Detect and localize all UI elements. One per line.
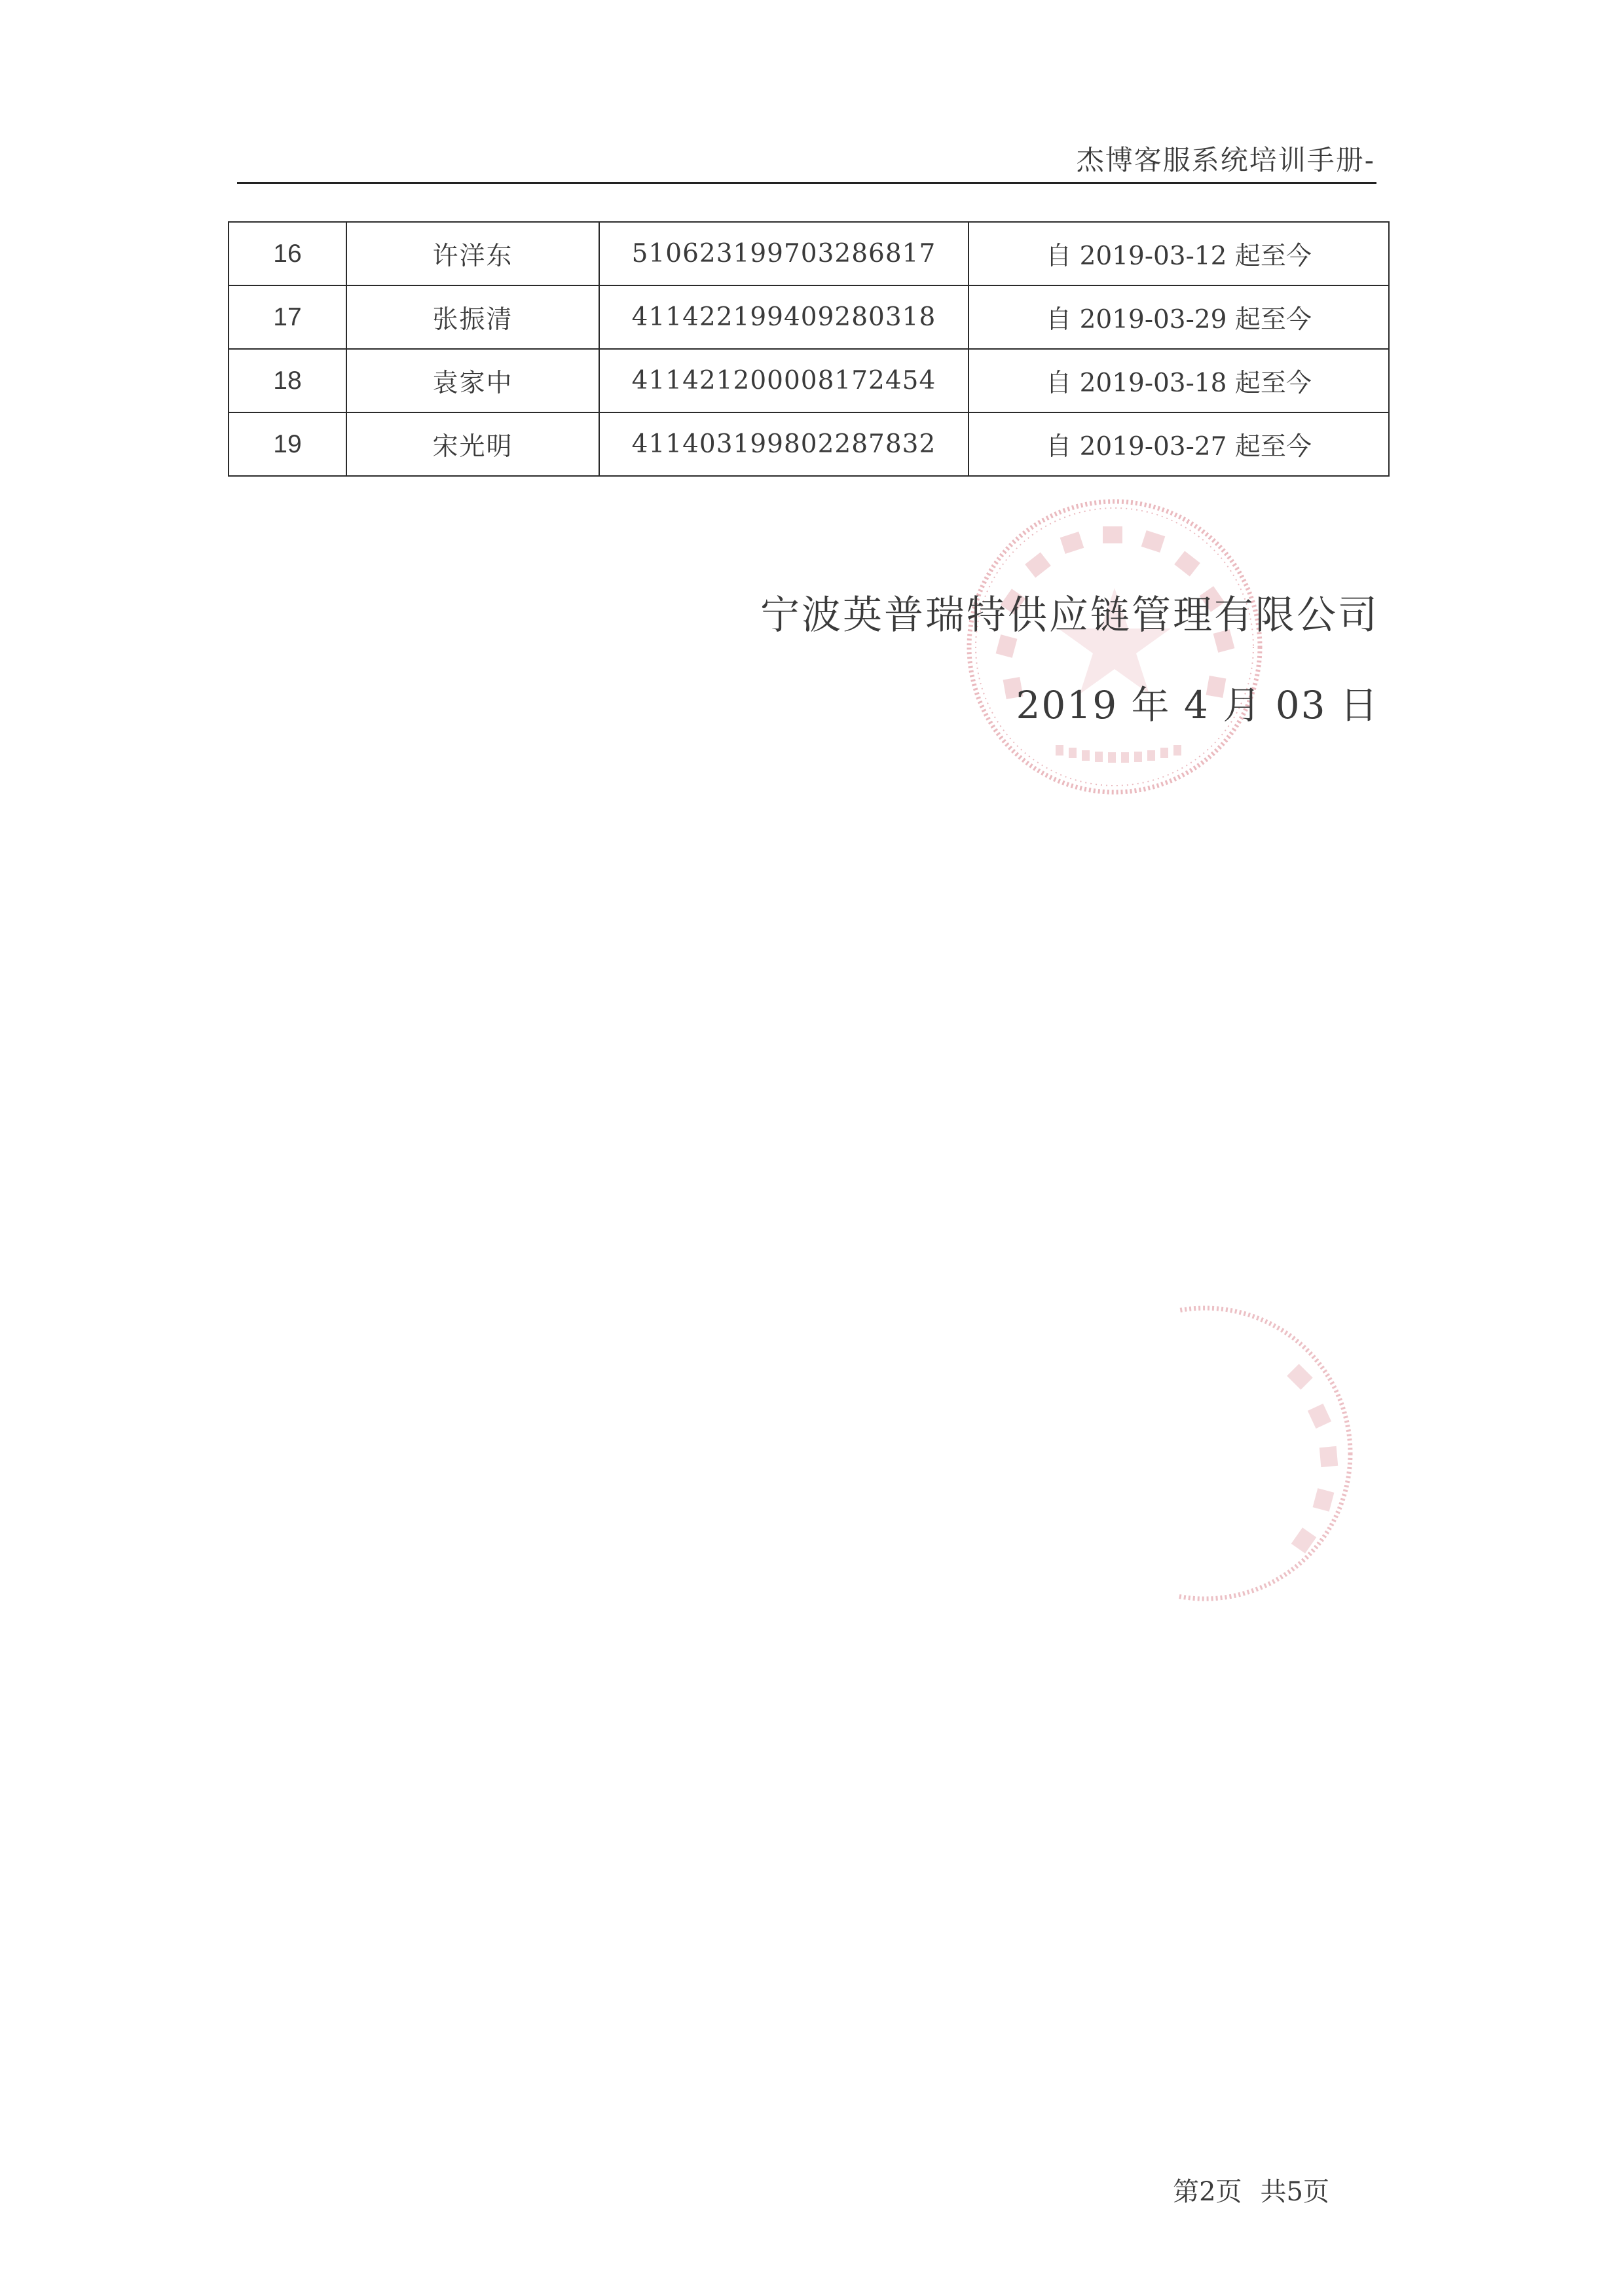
id-number: 510623199703286817 — [599, 222, 969, 285]
row-number: 16 — [229, 222, 346, 285]
row-number: 18 — [229, 349, 346, 412]
table-row — [229, 222, 1389, 285]
employment-period: 自 2019-03-27 起至今 — [969, 412, 1389, 476]
row-number: 19 — [229, 412, 346, 476]
employee-name: 张振清 — [346, 285, 599, 349]
id-number: 411403199802287832 — [599, 412, 969, 476]
page-number: 第2页 — [1173, 2177, 1242, 2207]
employment-period: 自 2019-03-12 起至今 — [969, 222, 1389, 285]
page-total: 共5页 — [1260, 2177, 1329, 2207]
header-divider — [237, 182, 1376, 184]
row-number: 17 — [229, 285, 346, 349]
table-row — [229, 349, 1389, 412]
employee-table — [228, 221, 1390, 477]
company-name: 宁波英普瑞特供应链管理有限公司 — [760, 592, 1379, 638]
document-header-title: 杰博客服系统培训手册- — [1076, 144, 1375, 176]
id-number: 411421200008172454 — [599, 349, 969, 412]
employment-period: 自 2019-03-18 起至今 — [969, 349, 1389, 412]
id-number: 411422199409280318 — [599, 285, 969, 349]
employee-name: 袁家中 — [346, 349, 599, 412]
page-footer — [982, 2171, 1329, 2208]
employee-name: 许洋东 — [346, 222, 599, 285]
company-seal — [957, 483, 1272, 811]
employee-name: 宋光明 — [346, 412, 599, 476]
table-row — [229, 285, 1389, 349]
cross-page-seal — [1179, 1283, 1362, 1624]
signature-date: 2019 年 4 月 03 日 — [1016, 683, 1379, 727]
employment-period: 自 2019-03-29 起至今 — [969, 285, 1389, 349]
table-row — [229, 412, 1389, 476]
